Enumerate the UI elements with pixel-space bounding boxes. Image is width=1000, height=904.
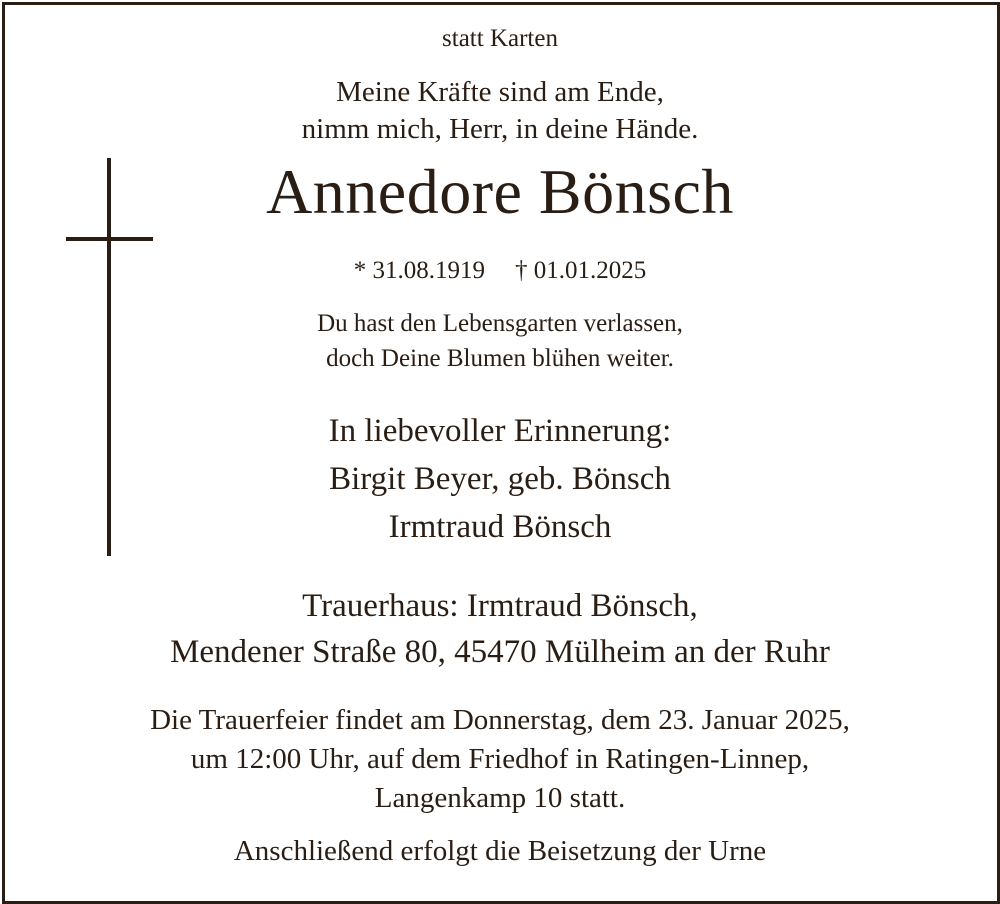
death-date: † 01.01.2025 — [515, 257, 647, 284]
ceremony-line-1: Die Trauerfeier findet am Donnerstag, dem 23. Januar 2025, — [150, 704, 850, 736]
verse-line-1: Meine Kräfte sind am Ende, — [336, 76, 664, 108]
header-note: statt Karten — [442, 25, 558, 52]
birth-date: * 31.08.1919 — [353, 257, 485, 284]
mourner-name: Irmtraud Bönsch — [388, 509, 612, 545]
mourning-house-line-1: Trauerhaus: Irmtraud Bönsch, — [302, 588, 698, 624]
mourner-name: Birgit Beyer, geb. Bönsch — [329, 461, 671, 497]
quote-line-1: Du hast den Lebensgarten verlassen, — [317, 310, 683, 337]
quote-line-2: doch Deine Blumen blühen weiter. — [326, 345, 674, 372]
mourning-house-address: Mendener Straße 80, 45470 Mülheim an der Ruhr — [170, 634, 830, 670]
life-dates — [0, 257, 1000, 285]
verse-line-2: nimm mich, Herr, in deine Hände. — [301, 113, 699, 145]
footer-note: Anschließend erfolgt die Beisetzung der Urne — [233, 835, 767, 867]
deceased-name: Annedore Bönsch — [266, 156, 734, 227]
mourners-heading: In liebevoller Erinnerung: — [328, 413, 672, 449]
cross-icon-beam — [66, 237, 153, 241]
ceremony-line-2: um 12:00 Uhr, auf dem Friedhof in Ratingen-Linnep, — [190, 743, 810, 775]
ceremony-line-3: Langenkamp 10 statt. — [374, 782, 626, 814]
